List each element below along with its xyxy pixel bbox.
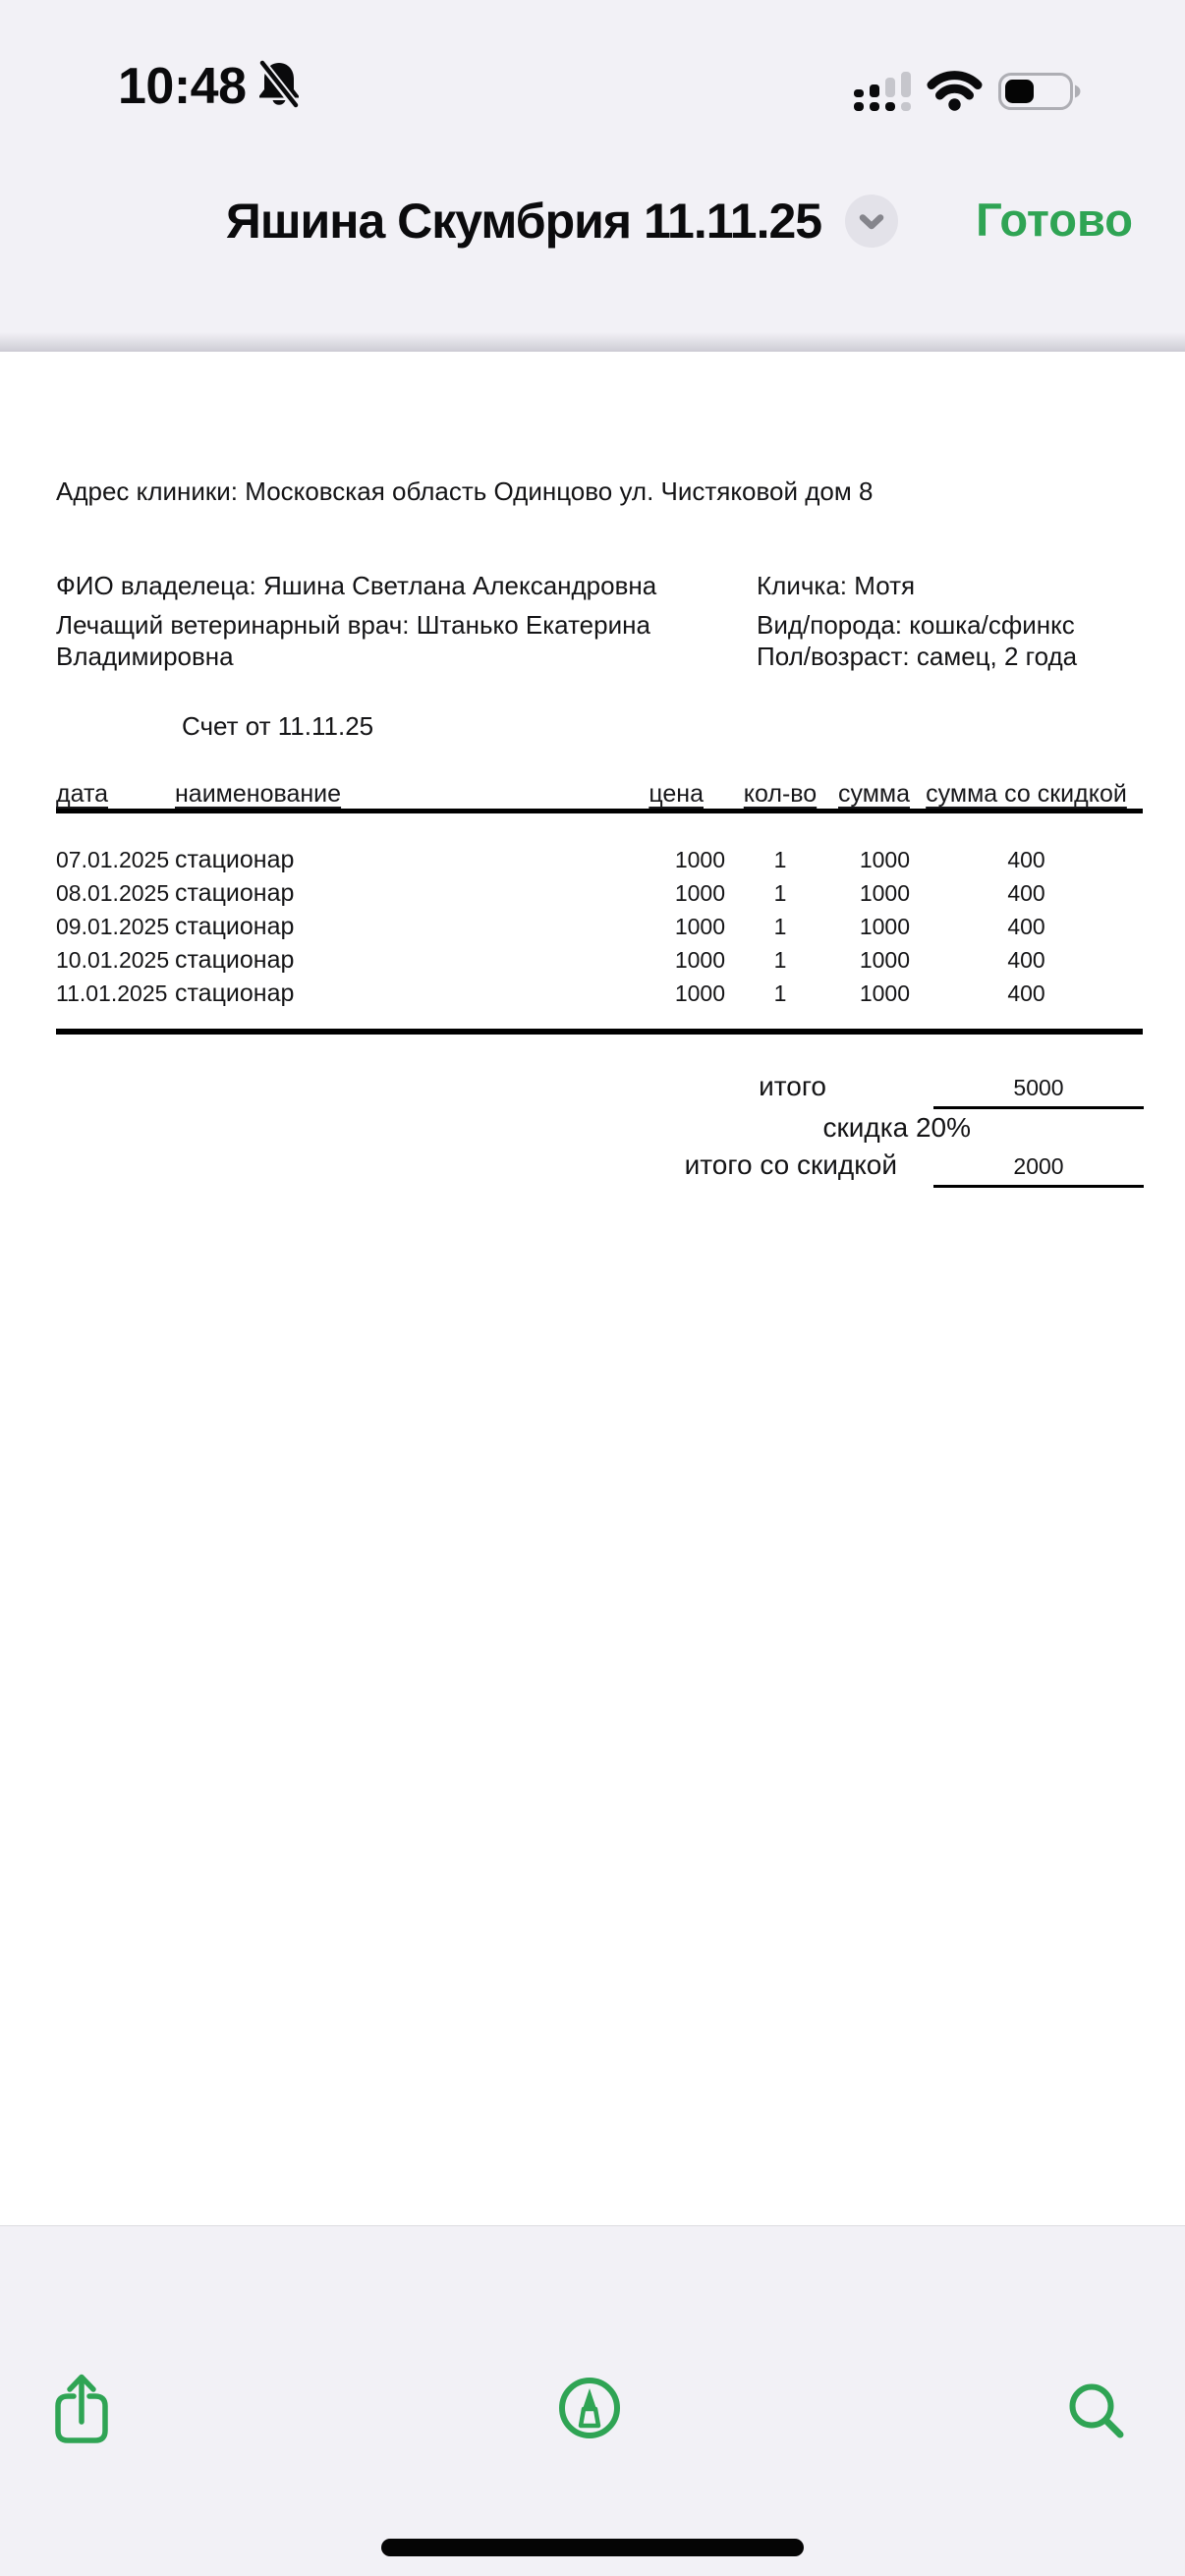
cell-qty: 1: [773, 846, 787, 872]
cell-item: стационар: [175, 979, 295, 1007]
table-row: [56, 812, 1143, 877]
document-title: Яшина Скумбрия 11.11.25: [225, 194, 822, 249]
cell-price: 1000: [674, 846, 725, 872]
cell-sum: 1000: [859, 913, 910, 939]
document-page: [0, 352, 1185, 2225]
battery-icon: [998, 73, 1081, 115]
clinic-address: Адрес клиники: Московская область Одинцово ул. Чистяковой дом 8: [56, 476, 874, 506]
cell-item: стационар: [175, 845, 295, 873]
status-right-icons: [854, 71, 1081, 116]
discount-label: скидка 20%: [822, 1112, 971, 1143]
owner-name-line: ФИО владелеца: Яшина Светлана Александровна: [56, 571, 657, 600]
col-header-qty: кол-во: [731, 782, 829, 812]
col-header-sum: сумма: [829, 782, 910, 812]
pet-name-line: Кличка: Мотя: [757, 571, 916, 600]
chevron-down-icon: [845, 236, 898, 251]
discounted-total-underline: [933, 1185, 1144, 1188]
total-underline: [933, 1106, 1144, 1109]
invoice-title: Счет от 11.11.25: [182, 711, 374, 741]
search-button[interactable]: [1067, 2381, 1126, 2443]
col-header-date: дата: [56, 782, 175, 812]
table-row: [56, 910, 1143, 943]
discounted-total-value: 2000: [1013, 1153, 1064, 1179]
nav-bottom-shadow: [0, 332, 1185, 352]
cell-item: стационар: [175, 945, 295, 974]
cell-date: 07.01.2025: [56, 846, 170, 872]
done-button[interactable]: Готово: [976, 194, 1133, 246]
cell-date: 10.01.2025: [56, 946, 170, 973]
notifications-off-icon: [256, 60, 302, 114]
title-menu-button[interactable]: [845, 195, 898, 248]
cell-qty: 1: [773, 946, 787, 973]
search-icon: [1067, 2429, 1126, 2443]
cell-item: стационар: [175, 878, 295, 907]
cell-qty: 1: [773, 913, 787, 939]
col-header-sum-discounted: сумма со скидкой: [910, 782, 1143, 812]
cell-sum: 1000: [859, 846, 910, 872]
total-label: итого: [759, 1071, 826, 1101]
table-header-row: [56, 782, 1143, 812]
cell-price: 1000: [674, 879, 725, 906]
cell-price: 1000: [674, 946, 725, 973]
cell-date: 11.01.2025: [56, 980, 168, 1006]
cell-qty: 1: [773, 879, 787, 906]
table-bottom-rule: [56, 1029, 1143, 1035]
col-header-item: наименование: [175, 782, 647, 812]
cell-sum: 1000: [859, 879, 910, 906]
cell-sum-discounted: 400: [1007, 913, 1045, 939]
home-indicator[interactable]: [381, 2539, 804, 2556]
cell-price: 1000: [674, 913, 725, 939]
cell-date: 09.01.2025: [56, 913, 170, 939]
vet-line-2: Владимировна: [56, 642, 234, 671]
pet-sex-age-line: Пол/возраст: самец, 2 года: [757, 642, 1078, 671]
status-bar: [0, 0, 1185, 128]
cell-sum-discounted: 400: [1007, 946, 1045, 973]
col-header-price: цена: [647, 782, 731, 812]
cell-sum-discounted: 400: [1007, 879, 1045, 906]
discounted-total-label: итого со скидкой: [684, 1149, 897, 1180]
cell-date: 08.01.2025: [56, 879, 170, 906]
wifi-icon: [927, 71, 983, 116]
cell-qty: 1: [773, 980, 787, 1006]
markup-icon: [558, 2428, 621, 2442]
cell-price: 1000: [674, 980, 725, 1006]
bottom-toolbar: [0, 2225, 1185, 2576]
invoice-table: [56, 782, 1143, 1010]
cell-sum-discounted: 400: [1007, 846, 1045, 872]
cell-item: стационар: [175, 912, 295, 940]
table-row: [56, 943, 1143, 977]
cellular-dual-sim-icon: [854, 72, 911, 116]
pet-breed-line: Вид/порода: кошка/сфинкс: [757, 610, 1075, 640]
cell-sum: 1000: [859, 980, 910, 1006]
table-row: [56, 977, 1143, 1010]
cell-sum: 1000: [859, 946, 910, 973]
status-time-group: [118, 57, 302, 116]
clock: 10:48: [118, 58, 247, 115]
share-icon: [53, 2435, 110, 2449]
cell-sum-discounted: 400: [1007, 980, 1045, 1006]
markup-button[interactable]: [558, 2377, 621, 2442]
share-button[interactable]: [53, 2370, 110, 2449]
vet-line-1: Лечащий ветеринарный врач: Штанько Екатерина: [56, 610, 650, 640]
total-value: 5000: [1013, 1075, 1064, 1100]
table-row: [56, 876, 1143, 910]
nav-bar: [0, 128, 1185, 334]
